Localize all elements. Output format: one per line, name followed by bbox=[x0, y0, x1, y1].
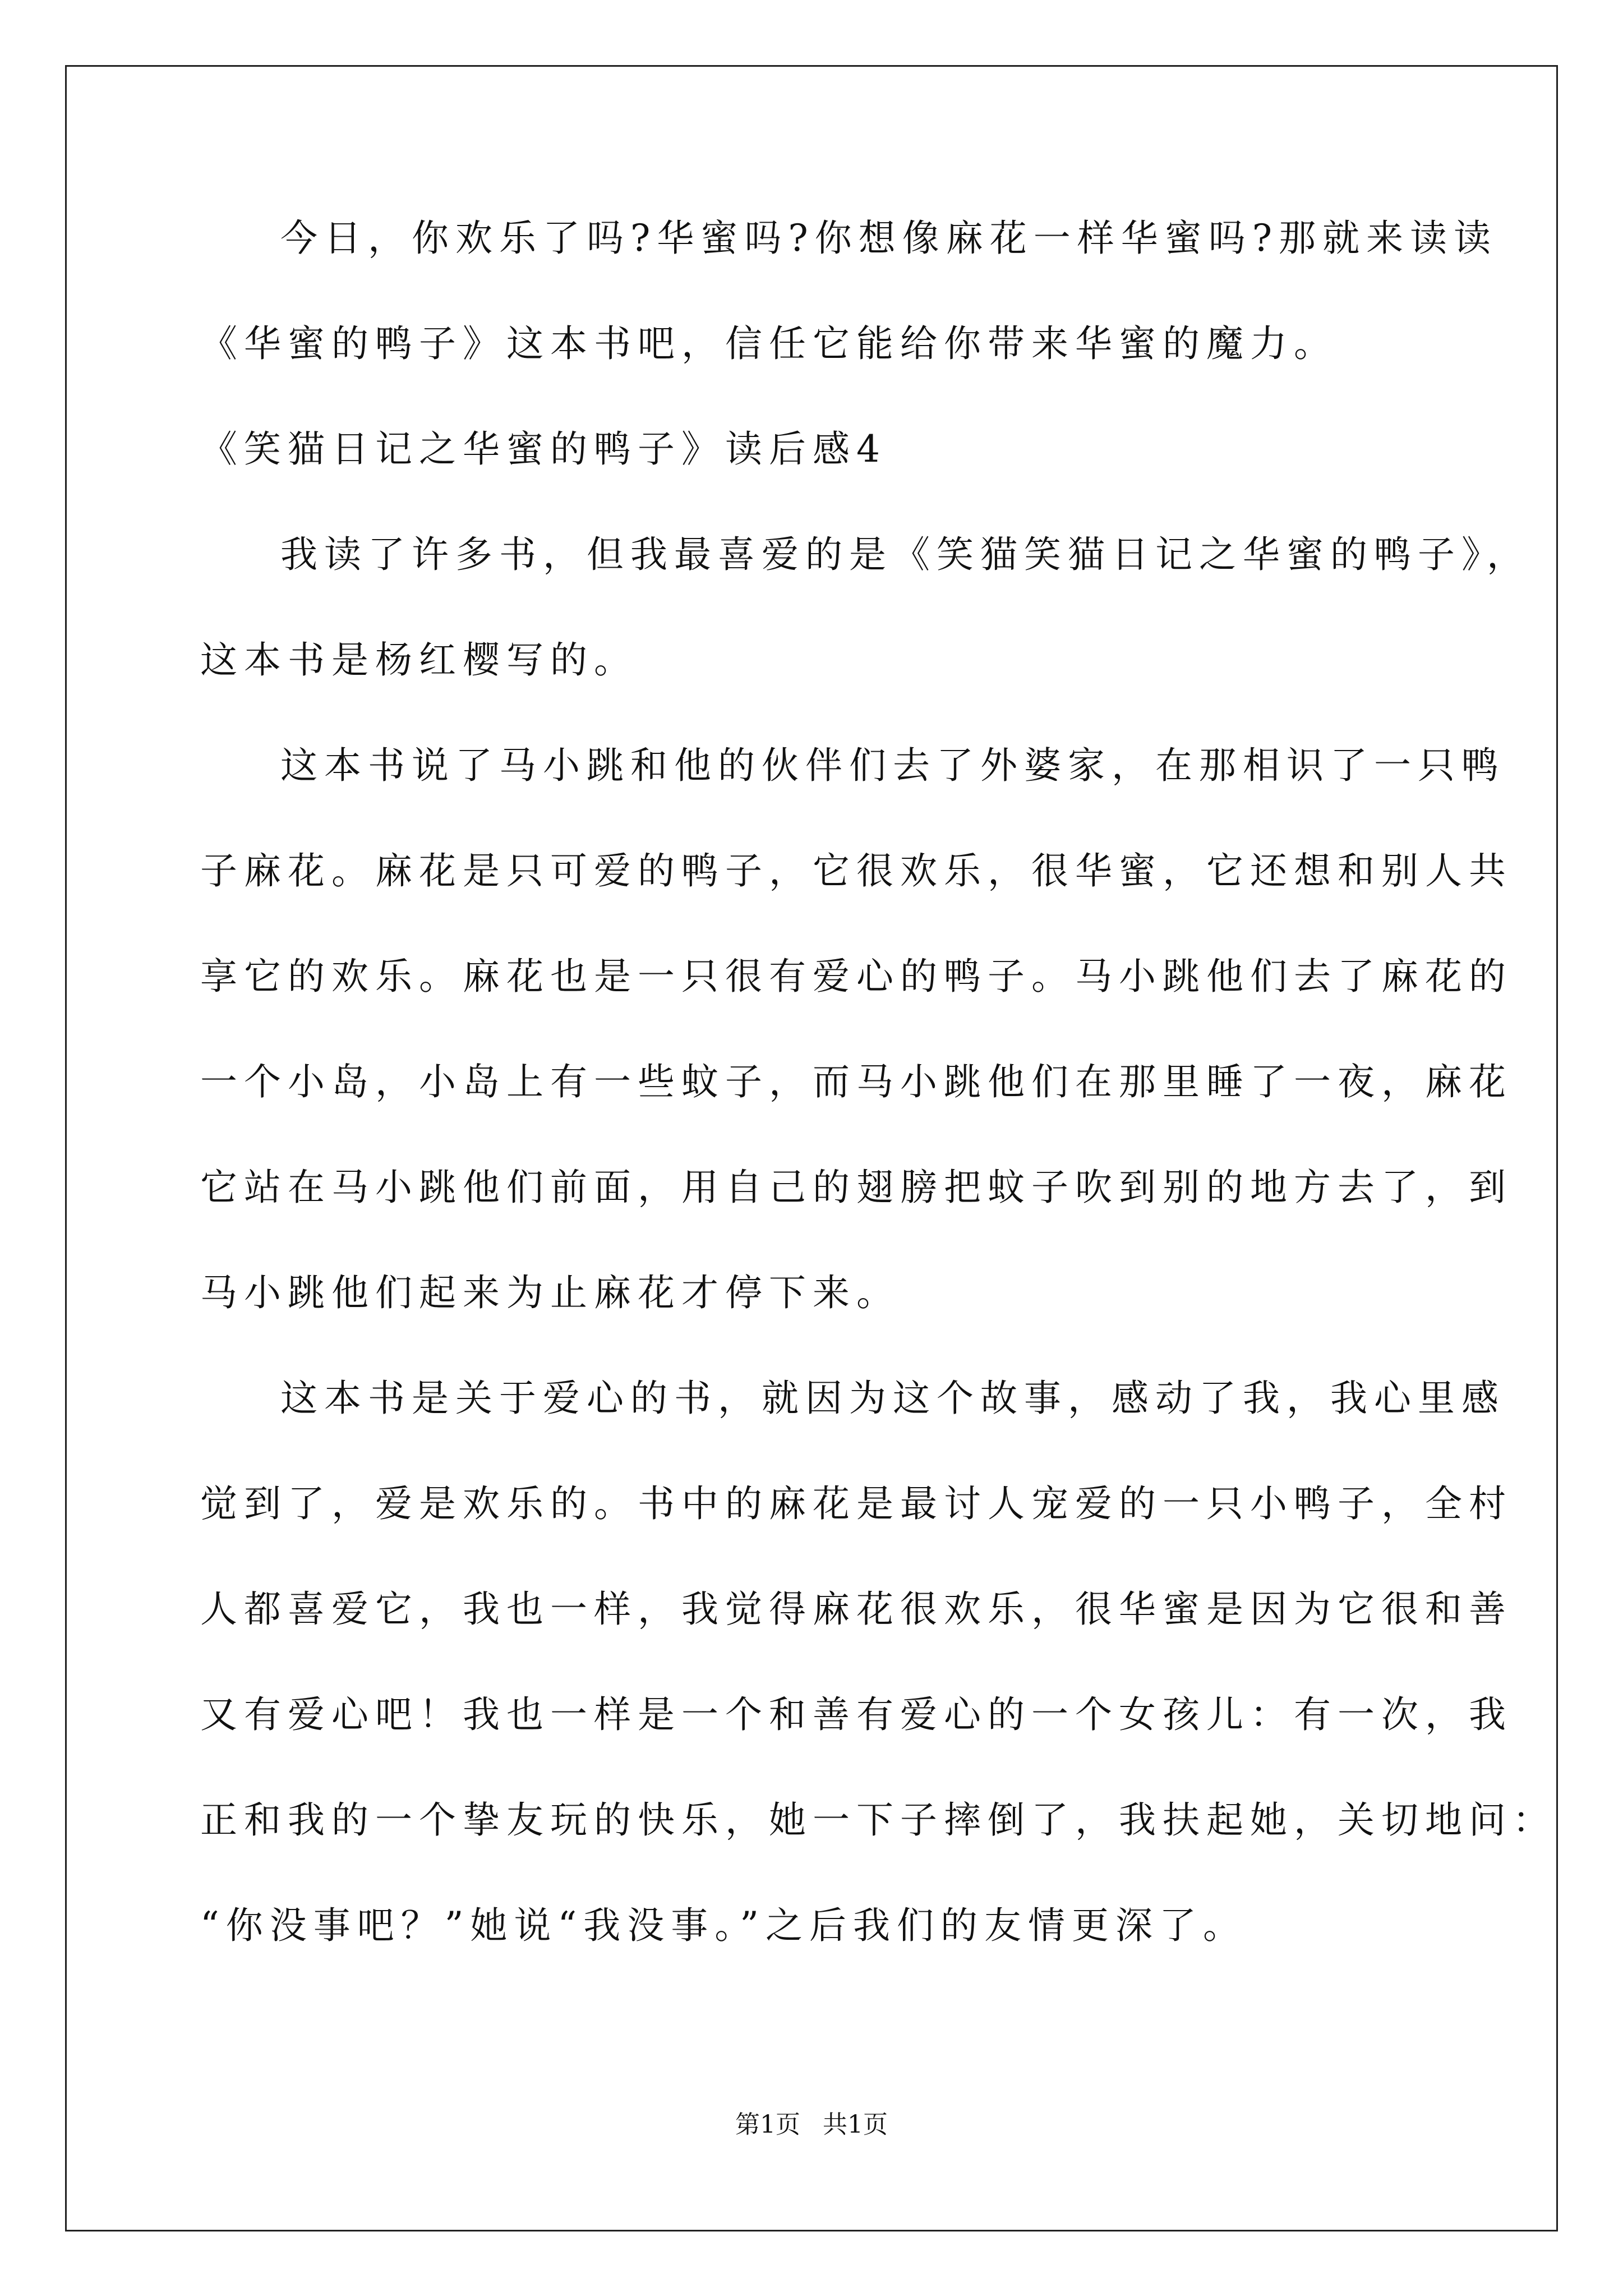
paragraph-line: 我读了许多书，但我最喜爱的是《笑猫笑猫日记之华蜜的鸭子》， bbox=[280, 533, 1530, 576]
page-number-current: 第1页 bbox=[735, 2110, 800, 2139]
paragraph-line: 觉到了，爱是欢乐的。书中的麻花是最讨人宠爱的一只小鸭子，全村 bbox=[200, 1482, 1513, 1525]
paragraph-line: 今日，你欢乐了吗?华蜜吗?你想像麻花一样华蜜吗?那就来读读 bbox=[280, 217, 1498, 260]
paragraph-line: 它站在马小跳他们前面，用自己的翅膀把蚊子吹到别的地方去了，到 bbox=[200, 1166, 1513, 1209]
page-footer bbox=[0, 2108, 1623, 2142]
paragraph-line: “你没事吧？”她说“我没事。”之后我们的友情更深了。 bbox=[200, 1904, 1247, 1947]
paragraph-line: 这本书是杨红樱写的。 bbox=[200, 638, 638, 682]
paragraph-line: 这本书是关于爱心的书，就因为这个故事，感动了我，我心里感 bbox=[280, 1377, 1505, 1420]
paragraph-line: 这本书说了马小跳和他的伙伴们去了外婆家，在那相识了一只鸭 bbox=[280, 744, 1505, 787]
paragraph-line: 人都喜爱它，我也一样，我觉得麻花很欢乐，很华蜜是因为它很和善 bbox=[200, 1588, 1513, 1631]
paragraph-line: 又有爱心吧！我也一样是一个和善有爱心的一个女孩儿：有一次，我 bbox=[200, 1693, 1513, 1736]
page-number-total: 共1页 bbox=[823, 2110, 888, 2139]
paragraph-line: 马小跳他们起来为止麻花才停下来。 bbox=[200, 1271, 900, 1314]
paragraph-line: 《华蜜的鸭子》这本书吧，信任它能给你带来华蜜的魔力。 bbox=[200, 322, 1338, 365]
section-heading: 《笑猫日记之华蜜的鸭子》读后感4 bbox=[200, 427, 887, 471]
paragraph-line: 一个小岛，小岛上有一些蚊子，而马小跳他们在那里睡了一夜，麻花 bbox=[200, 1060, 1513, 1103]
paragraph-line: 正和我的一个挚友玩的快乐，她一下子摔倒了，我扶起她，关切地问： bbox=[200, 1798, 1556, 1842]
paragraph-line: 享它的欢乐。麻花也是一只很有爱心的鸭子。马小跳他们去了麻花的 bbox=[200, 955, 1513, 998]
paragraph-line: 子麻花。麻花是只可爱的鸭子，它很欢乐，很华蜜，它还想和别人共 bbox=[200, 849, 1513, 892]
